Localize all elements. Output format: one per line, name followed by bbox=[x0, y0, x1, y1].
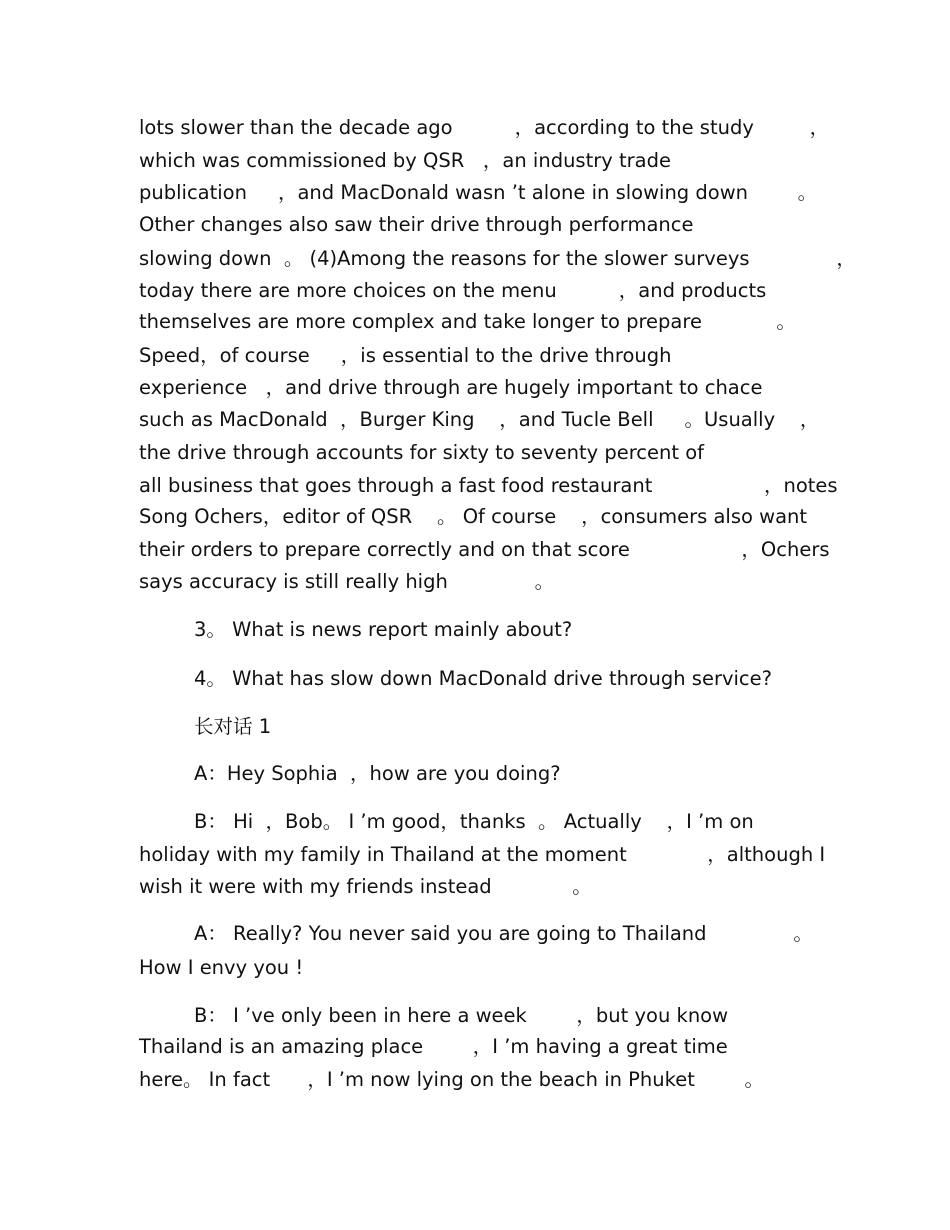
paragraph-line: publication ，and MacDonald wasn ’t alone in slowing down 。 bbox=[139, 181, 818, 204]
paragraph-line: experience ，and drive through are hugely important to chace bbox=[139, 376, 763, 399]
dialogue-line: Thailand is an amazing place ，I ’m having a great time bbox=[139, 1035, 728, 1058]
paragraph-line: such as MacDonald ，Burger King ，and Tucle Bell 。Usually ， bbox=[139, 408, 820, 431]
paragraph-line: slowing down 。 (4)Among the reasons for the slower surveys ， bbox=[139, 247, 856, 270]
dialogue-line: holiday with my family in Thailand at the moment ，although I bbox=[139, 843, 826, 866]
question-3: 3。 What is news report mainly about? bbox=[194, 618, 573, 641]
paragraph-line: all business that goes through a fast food restaurant ，notes bbox=[139, 474, 838, 497]
paragraph-line: Song Ochers，editor of QSR 。 Of course ，consumers also want bbox=[139, 505, 808, 528]
dialogue-line: wish it were with my friends instead 。 bbox=[139, 875, 592, 898]
paragraph-line: their orders to prepare correctly and on that score ，Ochers bbox=[139, 538, 830, 561]
question-4: 4。 What has slow down MacDonald drive through service? bbox=[194, 667, 772, 690]
paragraph-line: lots slower than the decade ago ，according to the study ， bbox=[139, 116, 830, 139]
dialogue-line: A：Hey Sophia ，how are you doing? bbox=[194, 762, 561, 785]
section-heading: 长对话 1 bbox=[194, 715, 272, 738]
paragraph-line: today there are more choices on the menu ，and products bbox=[139, 279, 767, 302]
paragraph-line: which was commissioned by QSR ，an industry trade bbox=[139, 149, 671, 172]
paragraph-line: themselves are more complex and take longer to prepare 。 bbox=[139, 310, 796, 333]
dialogue-line: How I envy you ! bbox=[139, 956, 304, 979]
paragraph-line: Speed，of course ，is essential to the drive through bbox=[139, 344, 672, 367]
dialogue-line: A： Really? You never said you are going to Thailand 。 bbox=[194, 922, 813, 945]
dialogue-line: B： I ’ve only been in here a week ，but you know bbox=[194, 1004, 729, 1027]
paragraph-line: Other changes also saw their drive through performance bbox=[139, 213, 694, 236]
dialogue-line: B： Hi ，Bob。 I ’m good，thanks 。 Actually ，I ’m on bbox=[194, 810, 754, 833]
dialogue-line: here。 In fact ，I ’m now lying on the beach in Phuket 。 bbox=[139, 1068, 764, 1091]
paragraph-line: the drive through accounts for sixty to seventy percent of bbox=[139, 441, 705, 464]
paragraph-line: says accuracy is still really high 。 bbox=[139, 570, 555, 593]
